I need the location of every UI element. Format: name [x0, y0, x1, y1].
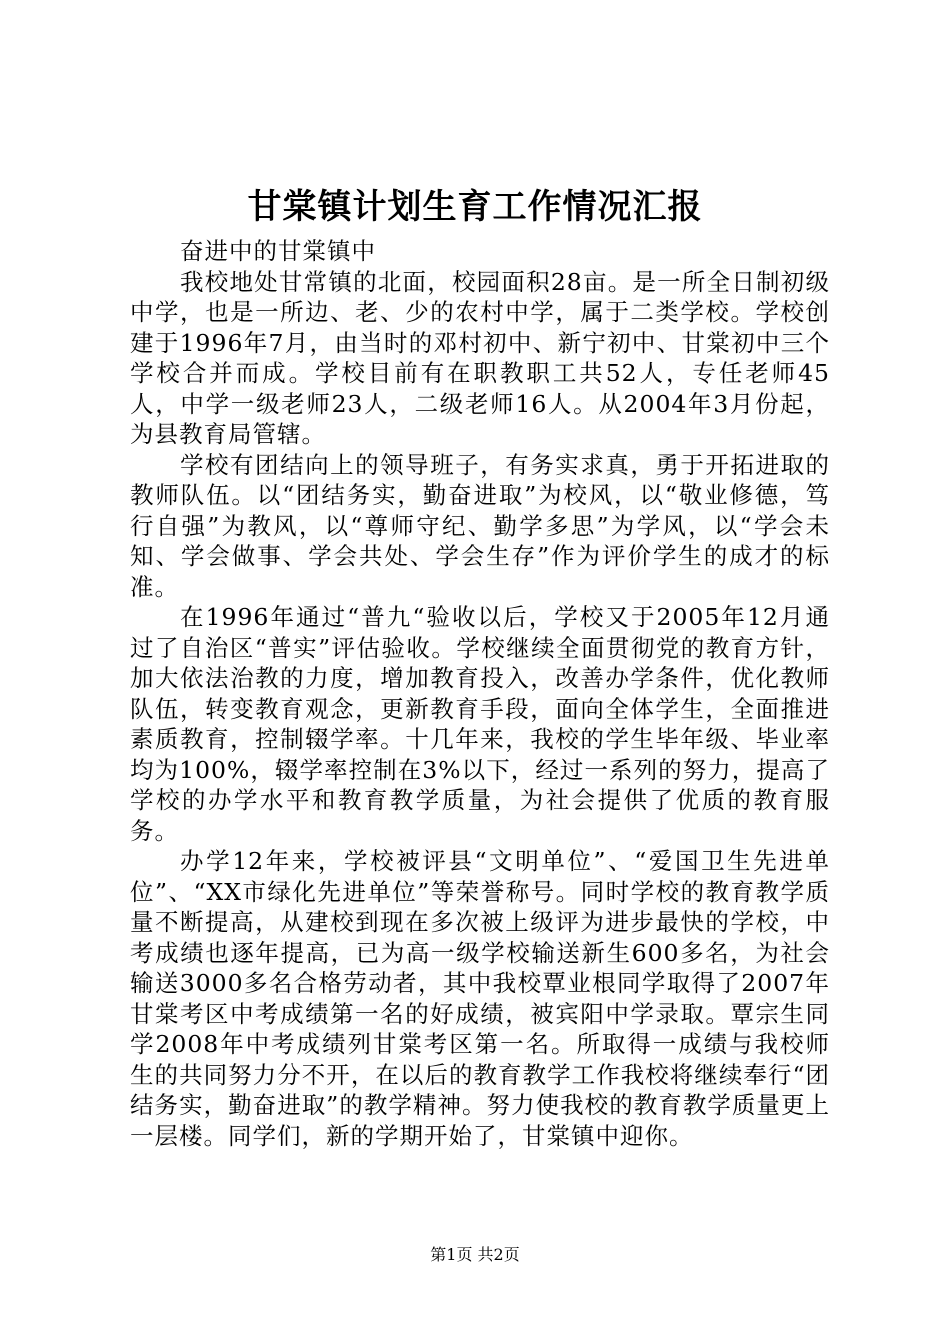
paragraph-school-spirit: 学校有团结向上的领导班子，有务实求真，勇于开拓进取的教师队伍。以“团结务实，勤奋进取”为校风，以“敬业修德，笃行自强”为教风，以“尊师守纪、勤学多思”为学风，以“学会未知、学会做事、学会共处、学会生存”作为评价学生的成才的标准。	[130, 450, 830, 601]
page-footer: 第1页 共2页	[430, 1245, 520, 1264]
document-title: 甘棠镇计划生育工作情况汇报	[247, 187, 703, 227]
paragraph-education-quality: 在1996年通过“普九“验收以后，学校又于2005年12月通过了自治区“普实”评估验收。学校继续全面贯彻党的教育方针，加大依法治教的力度，增加教育投入，改善办学条件，优化教师队伍，转变教育观念，更新教育手段，面向全体学生，全面推进素质教育，控制辍学率。十几年来，我校的学生毕年级、毕业率均为100%，辍学率控制在3%以下，经过一系列的努力，提高了学校的办学水平和教育教学质量，为社会提供了优质的教育服务。	[130, 603, 830, 845]
subheading: 奋进中的甘棠镇中	[180, 237, 376, 265]
paragraph-achievements: 办学12年来，学校被评县“文明单位”、“爱国卫生先进单位”、“XX市绿化先进单位”等荣誉称号。同时学校的教育教学质量不断提高，从建校到现在多次被上级评为进步最快的学校，中考成绩也逐年提高，已为高一级学校输送新生600多名，为社会输送3000多名合格劳动者，其中我校覃业根同学取得了2007年甘棠考区中考成绩第一名的好成绩，被宾阳中学录取。覃宗生同学2008年中考成绩列甘棠考区第一名。所取得一成绩与我校师生的共同努力分不开，在以后的教育教学工作我校将继续奉行“团结务实，勤奋进取”的教学精神。努力使我校的教育教学质量更上一层楼。同学们，新的学期开始了，甘棠镇中迎你。	[130, 847, 830, 1150]
document-body	[130, 236, 830, 1151]
paragraph-school-overview: 我校地处甘常镇的北面，校园面积28亩。是一所全日制初级中学，也是一所边、老、少的农村中学，属于二类学校。学校创建于1996年7月，由当时的邓村初中、新宁初中、甘棠初中三个学校合并而成。学校目前有在职教职工共52人，专任老师45人，中学一级老师23人，二级老师16人。从2004年3月份起，为县教育局管辖。	[130, 267, 830, 448]
